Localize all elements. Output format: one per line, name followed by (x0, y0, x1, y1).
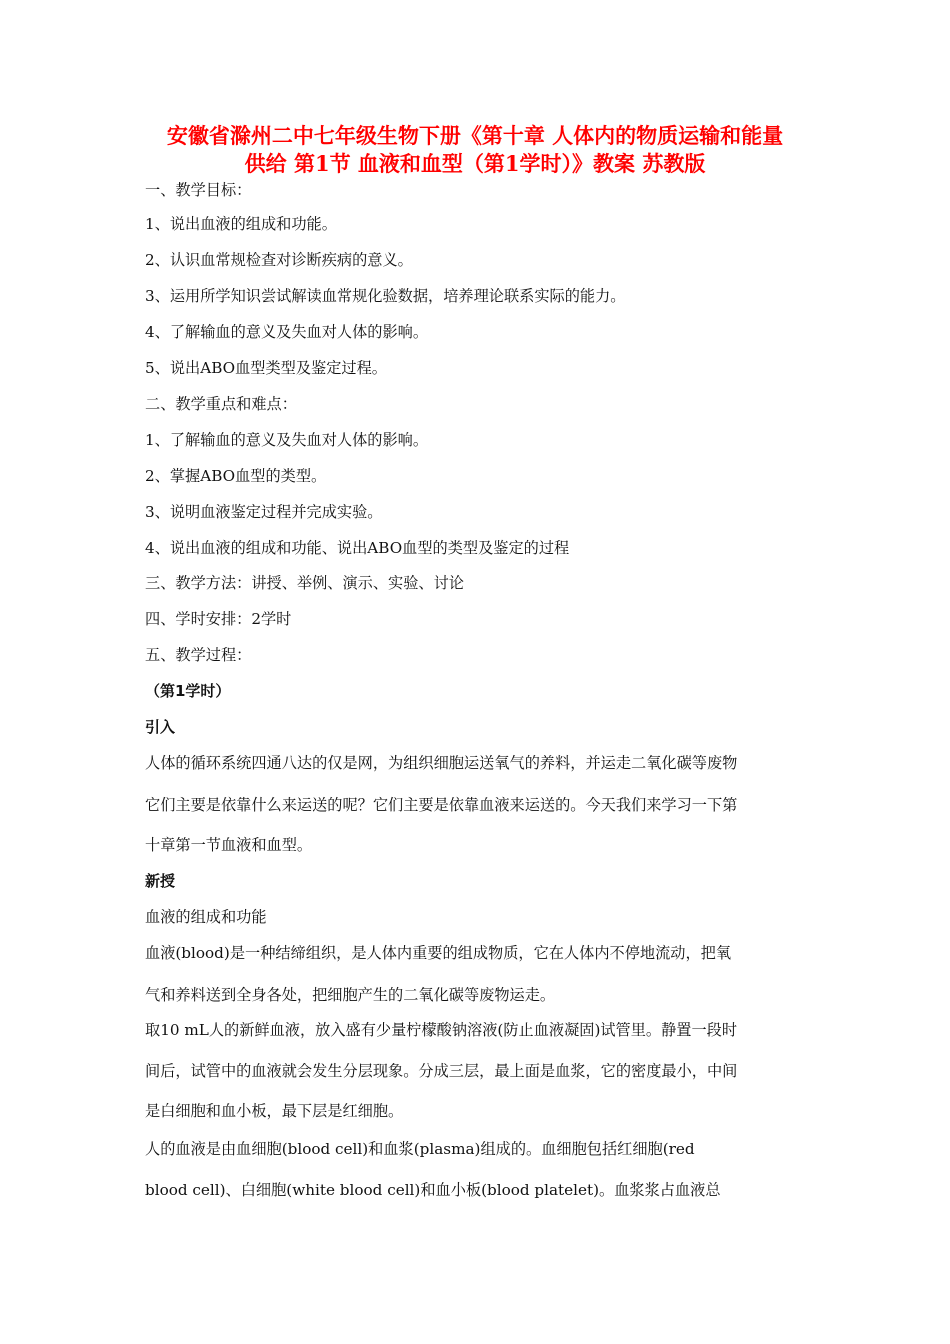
section-heading-keypoints: 二、教学重点和难点： (145, 395, 297, 413)
title-line-1: 安徽省滁州二中七年级生物下册《第十章 人体内的物质运输和能量 (166, 123, 784, 148)
new-lesson-heading: 新授 (145, 872, 176, 890)
section-schedule: 四、学时安排：2学时 (145, 610, 292, 628)
paragraph-line: 间后，试管中的血液就会发生分层现象。分成三层，最上面是血浆，它的密度最小，中间 (145, 1062, 738, 1080)
paragraph-line: blood cell)、白细胞(white blood cell)和血小板(blood platelet)。血浆浆占血液总 (145, 1181, 721, 1199)
objective-item: 1、说出血液的组成和功能。 (145, 215, 337, 233)
paragraph-line: 气和养料送到全身各处，把细胞产生的二氧化碳等废物运走。 (145, 986, 556, 1004)
section-process: 五、教学过程： (145, 646, 252, 664)
objective-item: 2、认识血常规检查对诊断疾病的意义。 (145, 251, 413, 269)
paragraph-line: 是白细胞和血小板，最下层是红细胞。 (145, 1102, 404, 1120)
topic-heading: 血液的组成和功能 (145, 908, 267, 926)
section-methods: 三、教学方法：讲授、举例、演示、实验、讨论 (145, 574, 464, 592)
intro-line: 人体的循环系统四通八达的仅是网，为组织细胞运送氧气的养料，并运走二氧化碳等废物 (145, 754, 738, 772)
keypoint-item: 4、说出血液的组成和功能、说出ABO血型的类型及鉴定的过程 (145, 539, 570, 557)
intro-line: 它们主要是依靠什么来运送的呢？它们主要是依靠血液来运送的。今天我们来学习一下第 (145, 796, 738, 814)
paragraph-line: 人的血液是由血细胞(blood cell)和血浆(plasma)组成的。血细胞包括红细胞(red (145, 1140, 695, 1158)
objective-item: 5、说出ABO血型类型及鉴定过程。 (145, 359, 387, 377)
intro-line: 十章第一节血液和血型。 (145, 836, 313, 854)
paragraph-line: 血液(blood)是一种结缔组织，是人体内重要的组成物质，它在人体内不停地流动，把氧 (145, 944, 732, 962)
section-heading-objectives: 一、教学目标： (145, 181, 252, 199)
objective-item: 4、了解输血的意义及失血对人体的影响。 (145, 323, 429, 341)
keypoint-item: 2、掌握ABO血型的类型。 (145, 467, 327, 485)
title-line-2: 供给 第1节 血液和血型（第1学时）》教案 苏教版 (244, 151, 706, 176)
intro-heading: 引入 (145, 718, 176, 736)
lesson-label: （第1学时） (145, 682, 231, 700)
document-title (130, 122, 820, 178)
paragraph-line: 取10 mL人的新鲜血液，放入盛有少量柠檬酸钠溶液(防止血液凝固)试管里。静置一段时 (145, 1021, 738, 1039)
objective-item: 3、运用所学知识尝试解读血常规化验数据，培养理论联系实际的能力。 (145, 287, 626, 305)
keypoint-item: 3、说明血液鉴定过程并完成实验。 (145, 503, 383, 521)
keypoint-item: 1、了解输血的意义及失血对人体的影响。 (145, 431, 429, 449)
